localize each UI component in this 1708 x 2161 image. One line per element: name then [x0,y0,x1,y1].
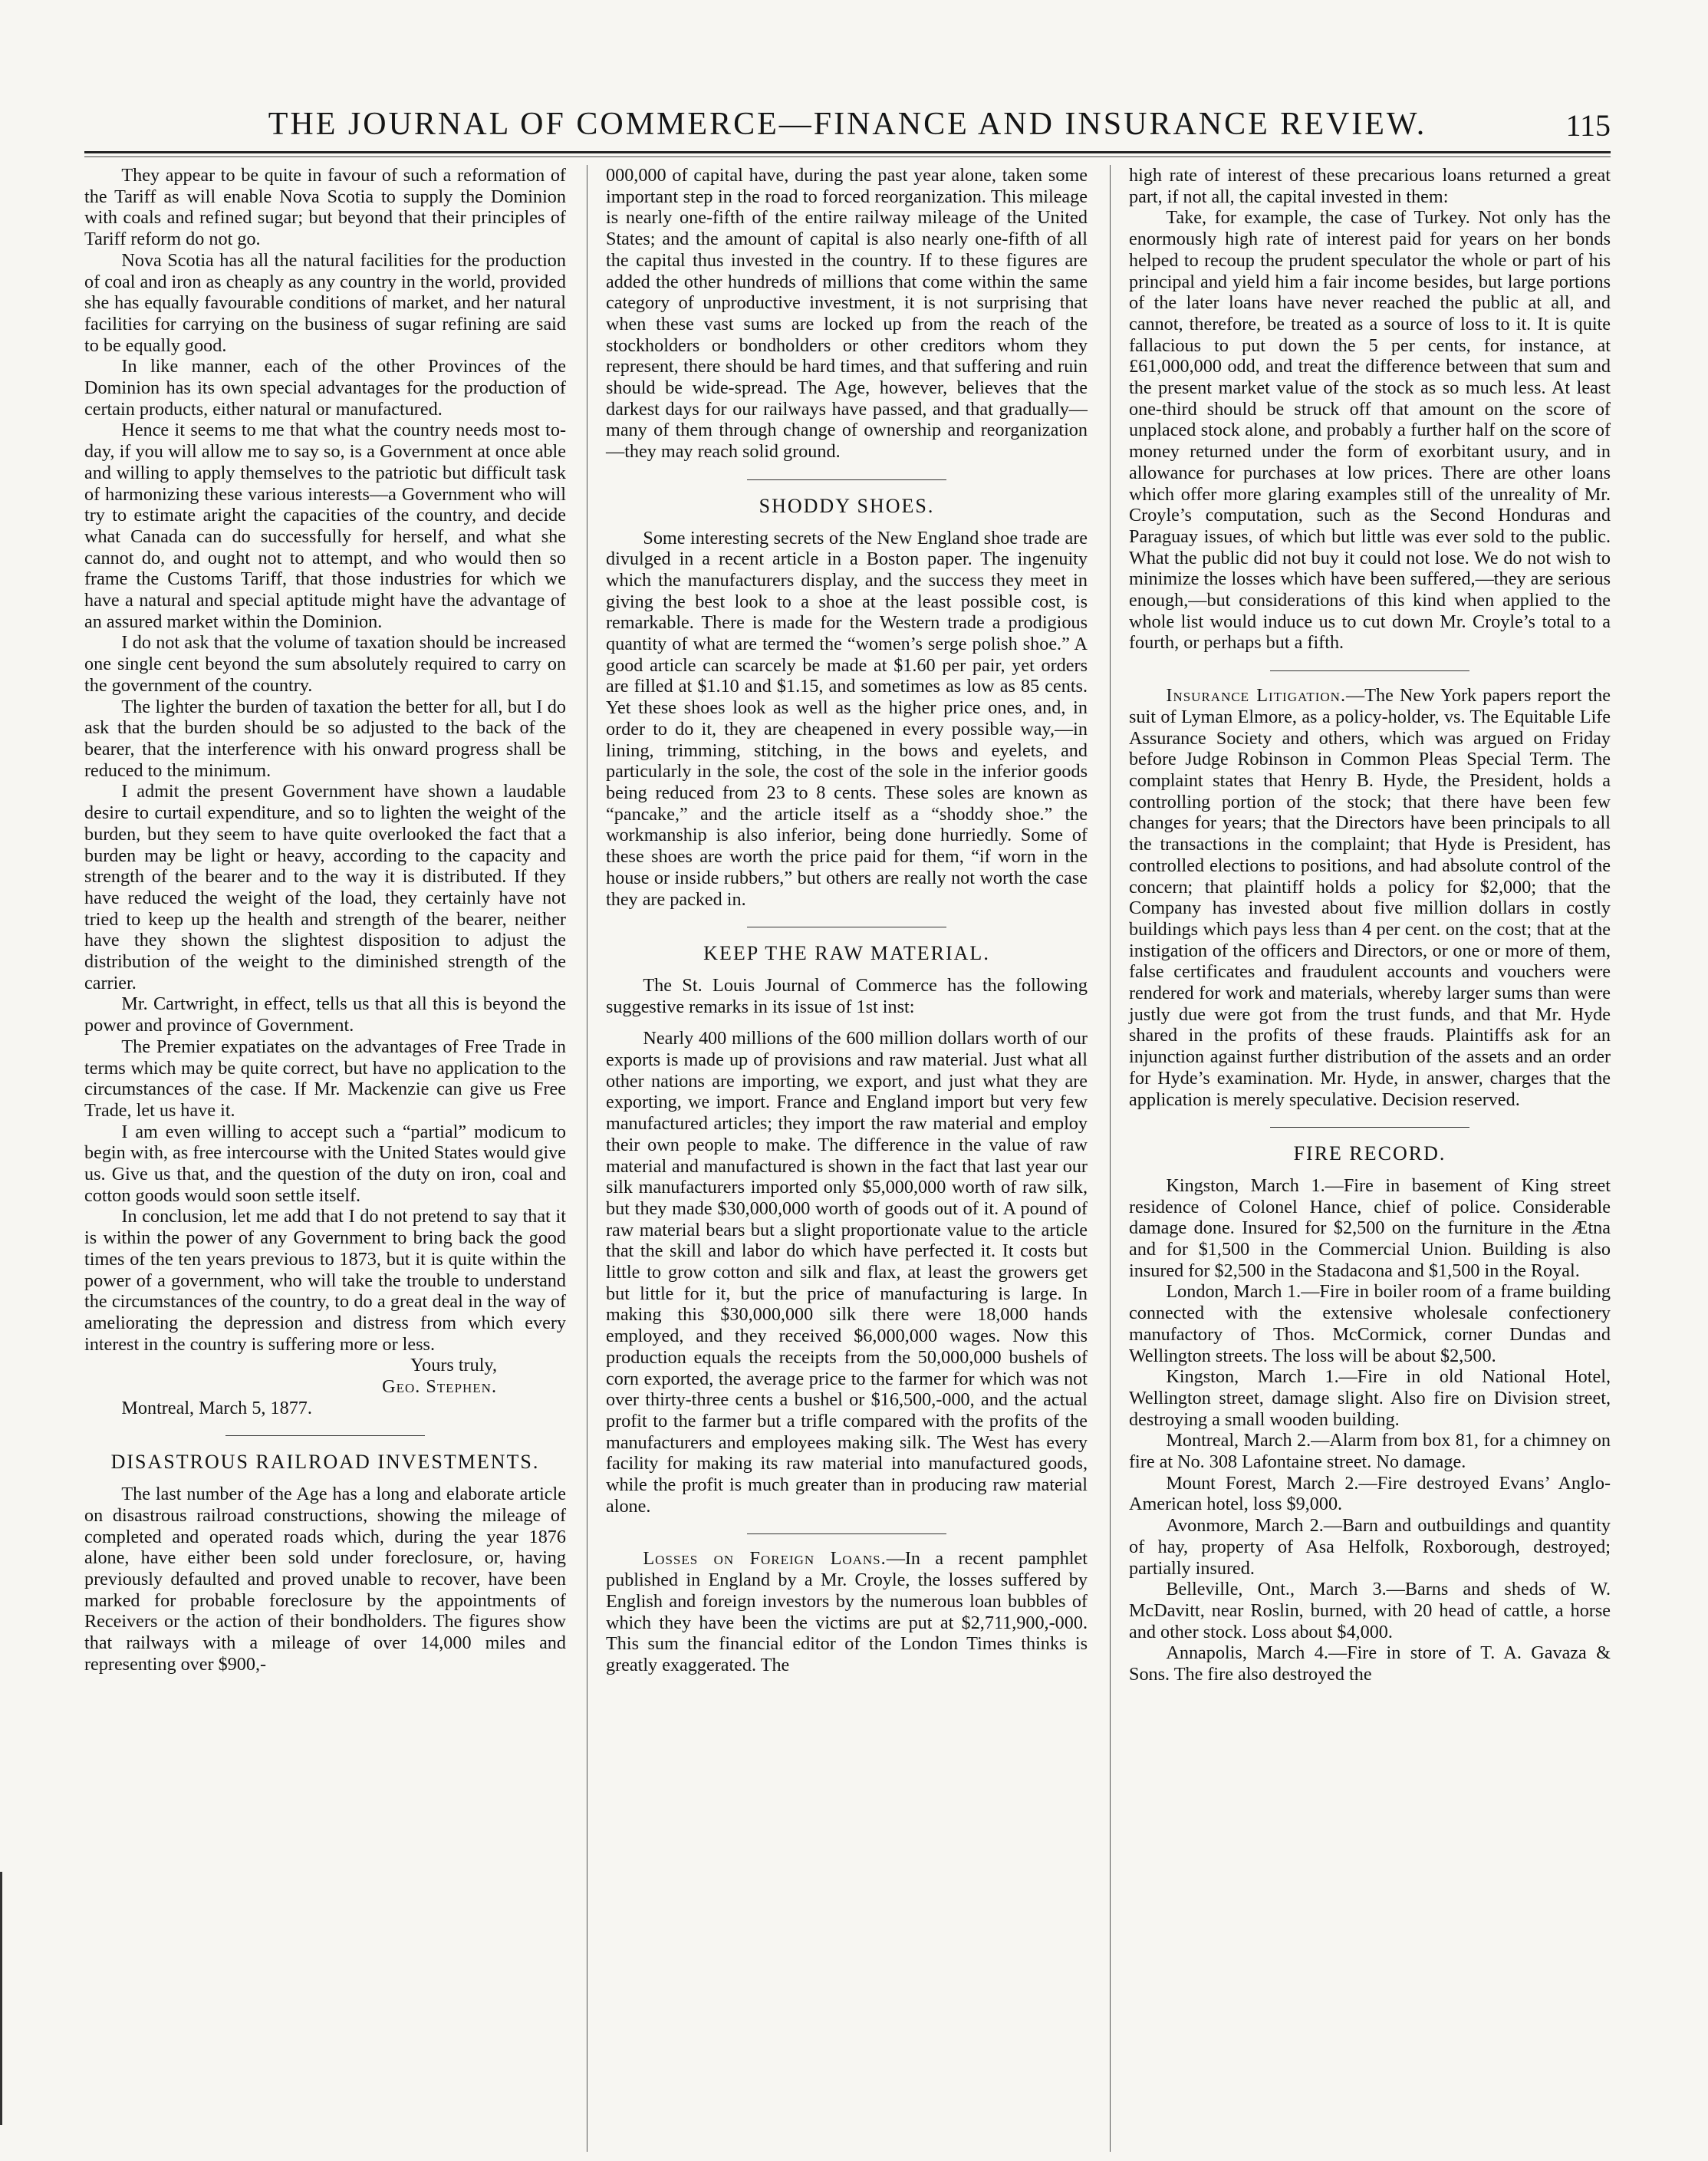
paragraph: high rate of interest of these precarious loans returned a great part, if not all, the capital invested in them: [1129,165,1611,207]
header-rule-thin [84,156,1611,157]
quoted-paragraph: Nearly 400 millions of the 600 million dollars worth of our exports is made up of provisions and raw material. Just what all other nations are importing, we export, and just what they are exporting, we import. France and England import but very few manufactured articles; they import the raw material and employ their own people to make. The difference in the value of raw material and manufactured is shown in the fact that last year our silk manufacturers imported only $5,000,000 worth of raw silk, but they made $30,000,000 worth of goods out of it. A pound of raw material bears but a slight proportionate value to the article that the skill and labor do which have perfected it. It costs but little to grow cotton and silk and flax, at least the growers get but little for it, but the price of manufacturing is large. In making this $30,000,000 silk there were 18,000 hands employed, and they received $6,000,000 wages. Now this production equals the receipts from the 50,000,000 bushels of corn exported, the average price to the farmer for which was not over thirty-three cents a bushel or $16,500,-000, and the actual profit to the farmer but a trifle compared with the profits of the manufacturers and employees making silk. The West has every facility for making its raw material into manufactured goods, while the profit is much greater than in producing raw material alone. [606,1028,1088,1517]
paragraph [606,1548,1088,1675]
column-middle [606,165,1088,1676]
page-number: 115 [1565,108,1611,143]
paragraph: I am even willing to accept such a “partial” modicum to begin with, as free intercourse with the United States would give us. Give us that, and the question of the duty on iron, coal and cotton goods would soon settle itself. [84,1121,566,1206]
paragraph [1129,685,1611,1110]
paragraph-body: —The New York papers report the suit of Lyman Elmore, as a policy-holder, vs. The Equitable Life Assurance Society and others, which was argued on Friday before Judge Robinson in Common Pleas Special Term. The complaint states that Henry B. Hyde, the President, holds a controlling portion of the stock; that there have been few changes for years; that the Directors have been principals to all the transactions in the complaint; that Hyde is President, has controlled elections to positions, and had absolute control of the concern; that plaintiff holds a policy for $2,000; that the Company has invested about five million dollars in costly buildings which pays less than 4 per cent. on the cost; that at the instigation of the officers and Directors, or one or more of them, false certificates and fraudulent accounts and vouchers were rendered for work and materials, whereby larger sums than were justly due were got from the trust funds, and that Mr. Hyde shared in the profits of these frauds. Plaintiffs ask for an injunction against further distribution of the assets and an order for Hyde’s examination. Mr. Hyde, in answer, charges that the application is merely speculative. Decision reserved. [1129,685,1611,1110]
column-divider [1110,165,1111,2152]
paragraph: Some interesting secrets of the New England shoe trade are divulged in a recent article in a Boston paper. The ingenuity which the manufacturers display, and the success they meet in giving the best look to a shoe at the least possible cost, is remarkable. There is made for the Western trade a prodigious quantity of what are termed the “women’s serge polish shoe.” A good article can scarcely be made at $1.60 per pair, yet orders are filled at $1.10 and $1.15, and sometimes as low as 85 cents. Yet these shoes look as well as the higher price ones, and, in order to do it, they are cheapened in every possible way,—in lining, trimming, stitching, in the bows and eyelets, and particularly in the sole, the cost of the sole in the inferior goods being reduced from 23 to 8 cents. These soles are known as “pancake,” and the article itself as a “shoddy shoe.” the workmanship is also inferior, being done hurriedly. Some of these shoes are worth the price paid for them, “if worn in the house or inside rubbers,” but others are really not worth the case they are packed in. [606,527,1088,910]
letter-closing: Yours truly, [410,1355,497,1376]
paragraph: They appear to be quite in favour of such a reformation of the Tariff as will enable Nova Scotia to supply the Dominion with coals and refined sugar; but beyond that their principles of Tariff reform do not go. [84,165,566,250]
paragraph: I admit the present Government have shown a laudable desire to curtail expenditure, and so to lighten the weight of the burden, but they seem to have quite overlooked the fact that a burden may be light or heavy, according to the capacity and strength of the bearer and to the way it is distributed. If they have reduced the weight of the load, they certainly have not tried to keep up the health and strength of the bearer, neither have they shown the slightest disposition to adjust the distribution of the weight to the diminished strength of the carrier. [84,781,566,993]
section-divider [747,1533,946,1534]
header-rule-thick [84,151,1611,153]
page-header [84,106,1611,152]
paragraph: 000,000 of capital have, during the past year alone, taken some important step in the road to forced reorganization. This mileage is nearly one-fifth of the entire railway mileage of the United States; and the amount of capital is also nearly one-fifth of all the capital thus invested in the country. If to these figures are added the other hundreds of millions that come within the same category of unproductive investment, it is not surprising that when these vast sums are locked up from the reach of the stockholders or bondholders or other creditors whom they represent, there should be hard times, and that suffering and ruin should be wide-spread. The Age, however, believes that the darkest days for our railways have passed, and that gradually—many of them through change of ownership and reorganization—they may reach solid ground. [606,165,1088,463]
column-left [84,165,566,1675]
paragraph: The lighter the burden of taxation the better for all, but I do ask that the burden should be so adjusted to the back of the bearer, that the interference with his onward progress shall be reduced to the minimum. [84,696,566,781]
paragraph: Mr. Cartwright, in effect, tells us that all this is beyond the power and province of Government. [84,993,566,1036]
fire-record-entry: Mount Forest, March 2.—Fire destroyed Evans’ Anglo-American hotel, loss $9,000. [1129,1472,1611,1515]
margin-bracket [0,1872,13,2125]
paragraph: Take, for example, the case of Turkey. Not only has the enormously high rate of interest paid for years on her bonds helped to recoup the prudent speculator the whole or part of his principal and yield him a fair income besides, but large portions of the later loans have never reached the public at all, and cannot, therefore, be treated as a source of loss to it. It is quite fallacious to put down the 5 per cents, for instance, at £61,000,000 odd, and treat the difference between that sum and the present market value of the stock as so much less. At least one-third should be struck off that amount on the score of unplaced stock alone, and probably a further half on the score of money returned under the form of exorbitant usury, and in allowance for purchases at low prices. There are other loans which offer more glaring examples still of the unreality of Mr. Croyle’s computation, such as the Second Honduras and Paraguay issues, of which but little was ever sold to the public. What the public did not buy it could not lose. We do not wish to minimize the losses which have been suffered,—they are serious enough,—but considerations of this kind when applied to the whole list would induce us to cut down Mr. Croyle’s total to a fourth, or perhaps but a fifth. [1129,207,1611,654]
section-divider [225,1435,425,1436]
article-heading: FIRE RECORD. [1293,1142,1446,1165]
section-divider [747,479,946,480]
paragraph-body: —In a recent pamphlet published in England by a Mr. Croyle, the losses suffered by English and foreign investors by the numerous loan bubbles of which they have been the victims are put at $2,711,900,-000. This sum the financial editor of the London Times thinks is greatly exaggerated. The [606,1548,1088,1675]
fire-record-entry: Kingston, March 1.—Fire in basement of King street residence of Colonel Hance, chief of police. Considerable damage done. Insured for $2,500 on the furniture in the Ætna and for $1,500 in the Commercial Union. Building is also insured for $2,500 in the Stadacona and $1,500 in the Royal. [1129,1174,1611,1281]
fire-record-entry: Belleville, Ont., March 3.—Barns and sheds of W. McDavitt, near Roslin, burned, with 20 head of cattle, a horse and other stock. Loss about $4,000. [1129,1579,1611,1642]
letter-signature: Geo. Stephen. [382,1376,497,1398]
letter-dateline: Montreal, March 5, 1877. [121,1397,312,1418]
journal-title: THE JOURNAL OF COMMERCE—FINANCE AND INSURANCE REVIEW. [268,107,1427,142]
paragraph: The St. Louis Journal of Commerce has the following suggestive remarks in its issue of 1st inst: [606,974,1088,1017]
section-divider [1270,670,1469,671]
paragraph: The Premier expatiates on the advantages of Free Trade in terms which may be quite correct, but have no application to the circumstances of the case. If Mr. Mackenzie can give us Free Trade, let us have it. [84,1036,566,1121]
paragraph-lead: Losses on Foreign Loans. [643,1548,887,1570]
fire-record-entry: Montreal, March 2.—Alarm from box 81, for a chimney on fire at No. 308 Lafontaine street. No damage. [1129,1430,1611,1473]
paragraph-lead: Insurance Litigation. [1166,685,1347,707]
column-right [1129,165,1611,1685]
fire-record-entry: Annapolis, March 4.—Fire in store of T. A. Gavaza & Sons. The fire also destroyed the [1129,1642,1611,1685]
paragraph: Hence it seems to me that what the country needs most to-day, if you will allow me to say so, is a Government at once able and willing to apply themselves to the patriotic but difficult task of harmonizing these various interests—a Government who will try to estimate aright the capacities of the country, and decide what Canada can do successfully for herself, and what she cannot do, and ought not to attempt, and who would then so frame the Customs Tariff, that those industries for which we have a natural and special aptitude might have the advantage of an assured market within the Dominion. [84,420,566,632]
fire-record-entry: Avonmore, March 2.—Barn and outbuildings and quantity of hay, property of Asa Helfolk, Roxborough, destroyed; partially insured. [1129,1515,1611,1579]
article-heading: KEEP THE RAW MATERIAL. [703,942,990,965]
fire-record-entry: London, March 1.—Fire in boiler room of a frame building connected with the extensive wholesale confectionery manufactory of Thos. McCormick, corner Dundas and Wellington streets. The loss will be about $2,500. [1129,1281,1611,1366]
paragraph: In like manner, each of the other Provinces of the Dominion has its own special advantages for the production of certain products, either natural or manufactured. [84,356,566,420]
fire-record-entry: Kingston, March 1.—Fire in old National Hotel, Wellington street, damage slight. Also fire on Division street, destroying a small wooden building. [1129,1366,1611,1430]
paragraph: The last number of the Age has a long and elaborate article on disastrous railroad constructions, showing the mileage of completed and operated roads which, during the year 1876 alone, have either been sold under foreclosure, or, having previously defaulted and proved unable to recover, have been marked for probable foreclosure by the appointments of Receivers or the action of their bondholders. The figures show that railways with a mileage of over 14,000 miles and representing over $900,- [84,1484,566,1675]
paragraph: Nova Scotia has all the natural facilities for the production of coal and iron as cheaply as any country in the world, provided she has equally favourable conditions of market, and her natural facilities for carrying on the business of sugar refining are said to be equally good. [84,249,567,356]
article-heading: DISASTROUS RAILROAD INVESTMENTS. [110,1451,540,1474]
paragraph: I do not ask that the volume of taxation should be increased one single cent beyond the sum absolutely required to carry on the government of the country. [84,632,566,696]
article-heading: SHODDY SHOES. [759,494,935,517]
section-divider [1270,1127,1469,1128]
paragraph: In conclusion, let me add that I do not pretend to say that it is within the power of any Government to bring back the good times of the ten years previous to 1873, but it is quite within the power of a government, who will take the trouble to understand the circumstances of the country, to do a great deal in the way of ameliorating the depression and distress from which every interest in the country is suffering more or less. [84,1206,566,1355]
